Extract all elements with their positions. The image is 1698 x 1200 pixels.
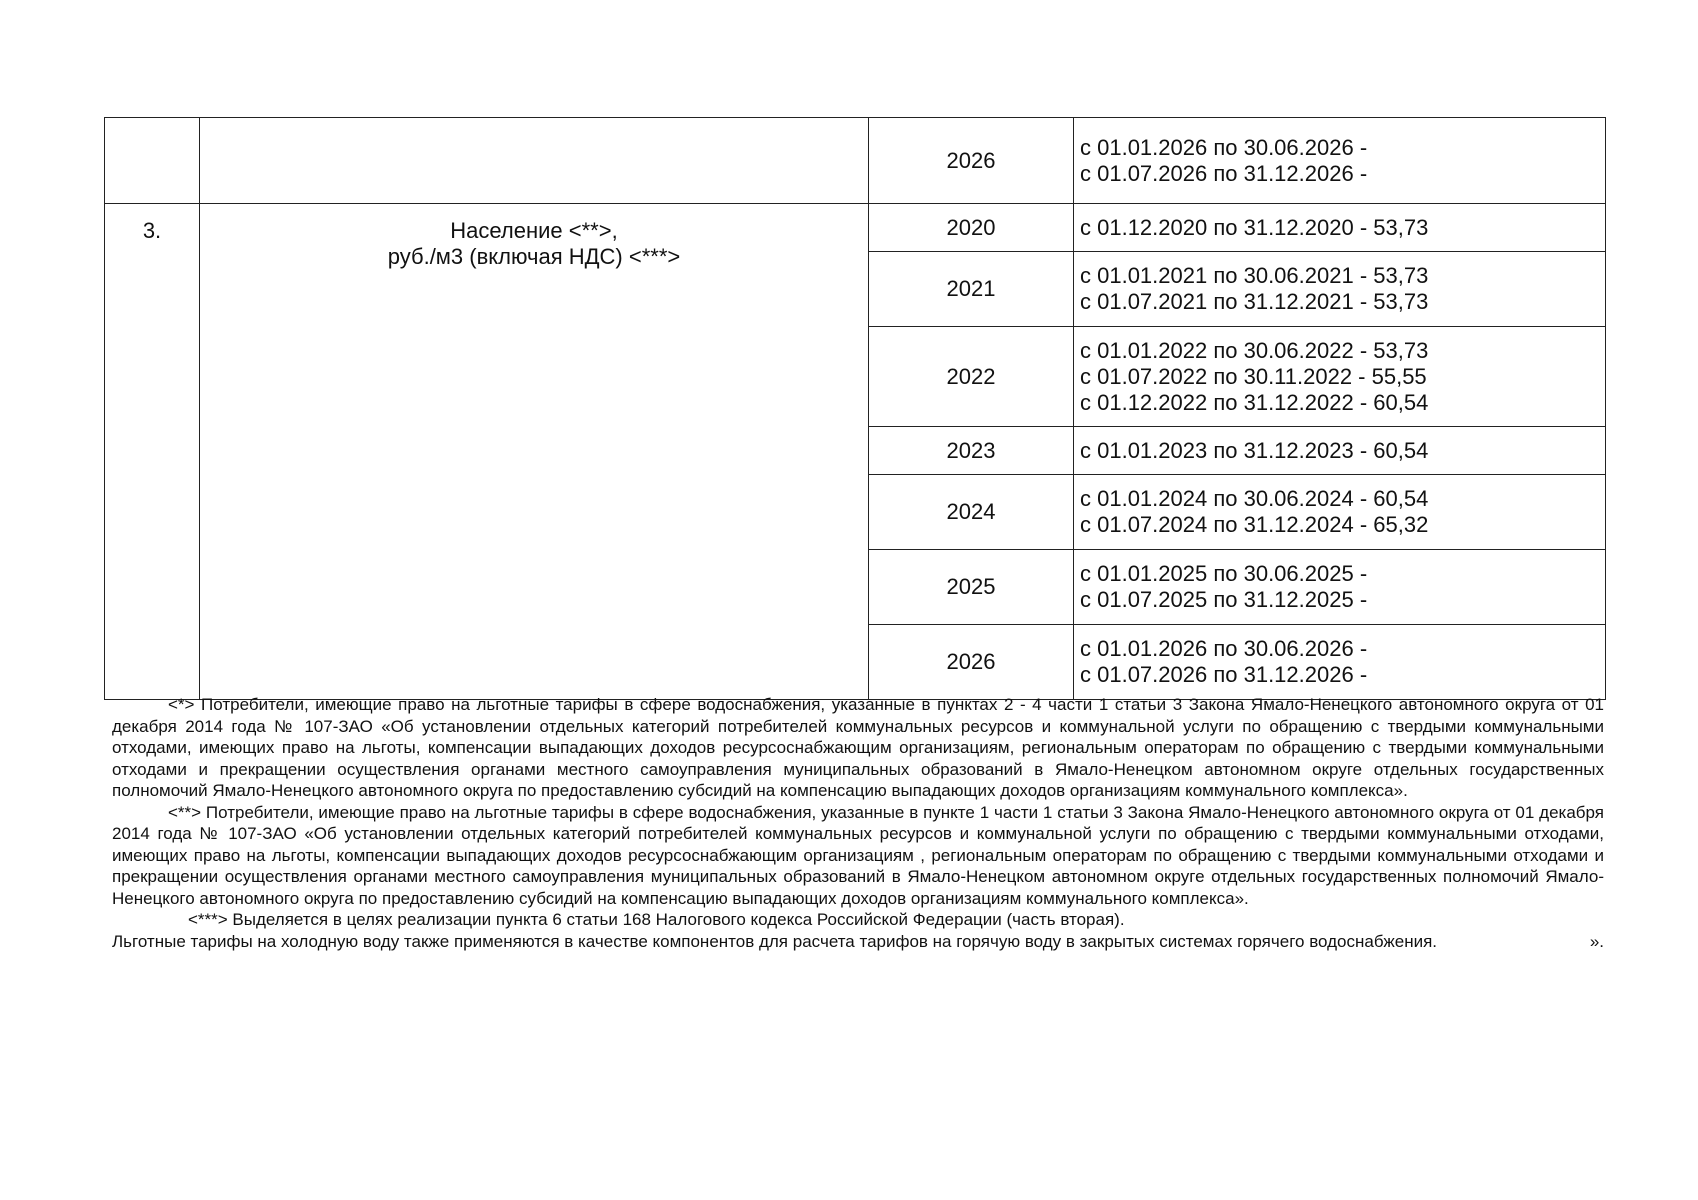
tariff-line: с 01.07.2022 по 30.11.2022 - 55,55 [1080,363,1427,389]
tariff-line: с 01.01.2021 по 30.06.2021 - 53,73 [1080,263,1429,288]
tariff-line: с 01.07.2025 по 31.12.2025 - [1080,587,1368,612]
tariff-cell [1074,427,1606,475]
tariff-cell [1074,327,1606,427]
tariff-table [104,117,1606,700]
year-cell: 2021 [869,252,1074,327]
empty-number-cell [105,118,200,204]
tariff-cell [1074,475,1606,550]
footnote-1: <*> Потребители, имеющие право на льготные тарифы в сфере водоснабжения, указанные в пунктах 2 - 4 части 1 статьи 3 Закона Ямало-Ненецкого автономного округа от 01 декабря 2014 года № 107-ЗАО «Об установлении отдельных категорий потребителей коммунальных ресурсов и коммунальной услуги по обращению с твердыми коммунальными отходами, имеющих право на льготы, компенсации выпадающих доходов ресурсоснабжающим организациям, региональным операторам по обращению с твердыми коммунальными отходами и прекращении осуществления органами местного самоуправления муниципальных образований в Ямало-Ненецком автономном округе отдельных государственных полномочий Ямало-Ненецкого автономного округа по предоставлению субсидий на компенсацию выпадающих доходов организациям коммунального комплекса». [112,695,1604,800]
closing-paragraph [112,931,1604,953]
footnote-2: <**> Потребители, имеющие право на льготные тарифы в сфере водоснабжения, указанные в пункте 1 части 1 статьи 3 Закона Ямало-Ненецкого автономного округа от 01 декабря 2014 года № 107-ЗАО «Об установлении отдельных категорий потребителей коммунальных ресурсов и коммунальной услуги по обращению с твердыми коммунальными отходами, имеющих право на льготы, компенсации выпадающих доходов ресурсоснабжающим организациям , региональным операторам по обращению с твердыми коммунальными отходами и прекращении осуществления органами местного самоуправления муниципальных образований в Ямало-Ненецком автономном округе отдельных государственных полномочий Ямало-Ненецкого автономного округа по предоставлению субсидий на компенсацию выпадающих доходов организациям коммунального комплекса». [112,802,1604,908]
consumer-category [200,204,869,700]
tariff-cell [1074,550,1606,625]
footnotes [112,694,1604,952]
tariff-line: с 01.07.2024 по 31.12.2024 - 65,32 [1080,512,1429,537]
empty-name-cell [200,118,869,204]
tariff-line: с 01.12.2020 по 31.12.2020 - 53,73 [1080,214,1429,240]
tariff-line: с 01.01.2025 по 30.06.2025 - [1080,561,1368,586]
year-cell: 2022 [869,327,1074,427]
closing-text: Льготные тарифы на холодную воду также применяются в качестве компонентов для расчета тарифов на горячую воду в закрытых системах горячего водоснабжения. [112,931,1438,951]
year-cell: 2024 [869,475,1074,550]
tariff-cell [1074,252,1606,327]
tariff-line: с 01.07.2026 по 31.12.2026 - [1080,662,1368,687]
tariff-line: с 01.01.2023 по 31.12.2023 - 60,54 [1080,437,1429,463]
tariff-line: с 01.12.2022 по 31.12.2022 - 60,54 [1080,389,1429,415]
year-cell: 2023 [869,427,1074,475]
tariff-cell [1074,118,1606,204]
closing-quote-mark: ». [1589,931,1604,951]
tariff-line: с 01.07.2026 по 31.12.2026 - [1080,160,1368,186]
tariff-line: с 01.01.2026 по 30.06.2026 - [1080,134,1368,160]
row-number: 3. [105,204,200,700]
tariff-cell [1074,204,1606,252]
year-cell: 2020 [869,204,1074,252]
footnote-3: <***> Выделяется в целях реализации пункта 6 статьи 168 Налогового кодекса Российской Федерации (часть вторая). [188,910,1125,929]
tariff-line: с 01.01.2022 по 30.06.2022 - 53,73 [1080,337,1429,363]
category-unit-line: руб./м3 (включая НДС) <***> [387,244,681,269]
tariff-line: с 01.07.2021 по 31.12.2021 - 53,73 [1080,289,1429,314]
tariff-cell [1074,625,1606,700]
table-row [105,204,1606,252]
tariff-line: с 01.01.2026 по 30.06.2026 - [1080,636,1368,661]
year-cell: 2026 [869,118,1074,204]
category-name-line: Население <**>, [450,218,618,243]
year-cell: 2025 [869,550,1074,625]
tariff-line: с 01.01.2024 по 30.06.2024 - 60,54 [1080,486,1429,511]
table-row-continued [105,118,1606,204]
year-cell: 2026 [869,625,1074,700]
